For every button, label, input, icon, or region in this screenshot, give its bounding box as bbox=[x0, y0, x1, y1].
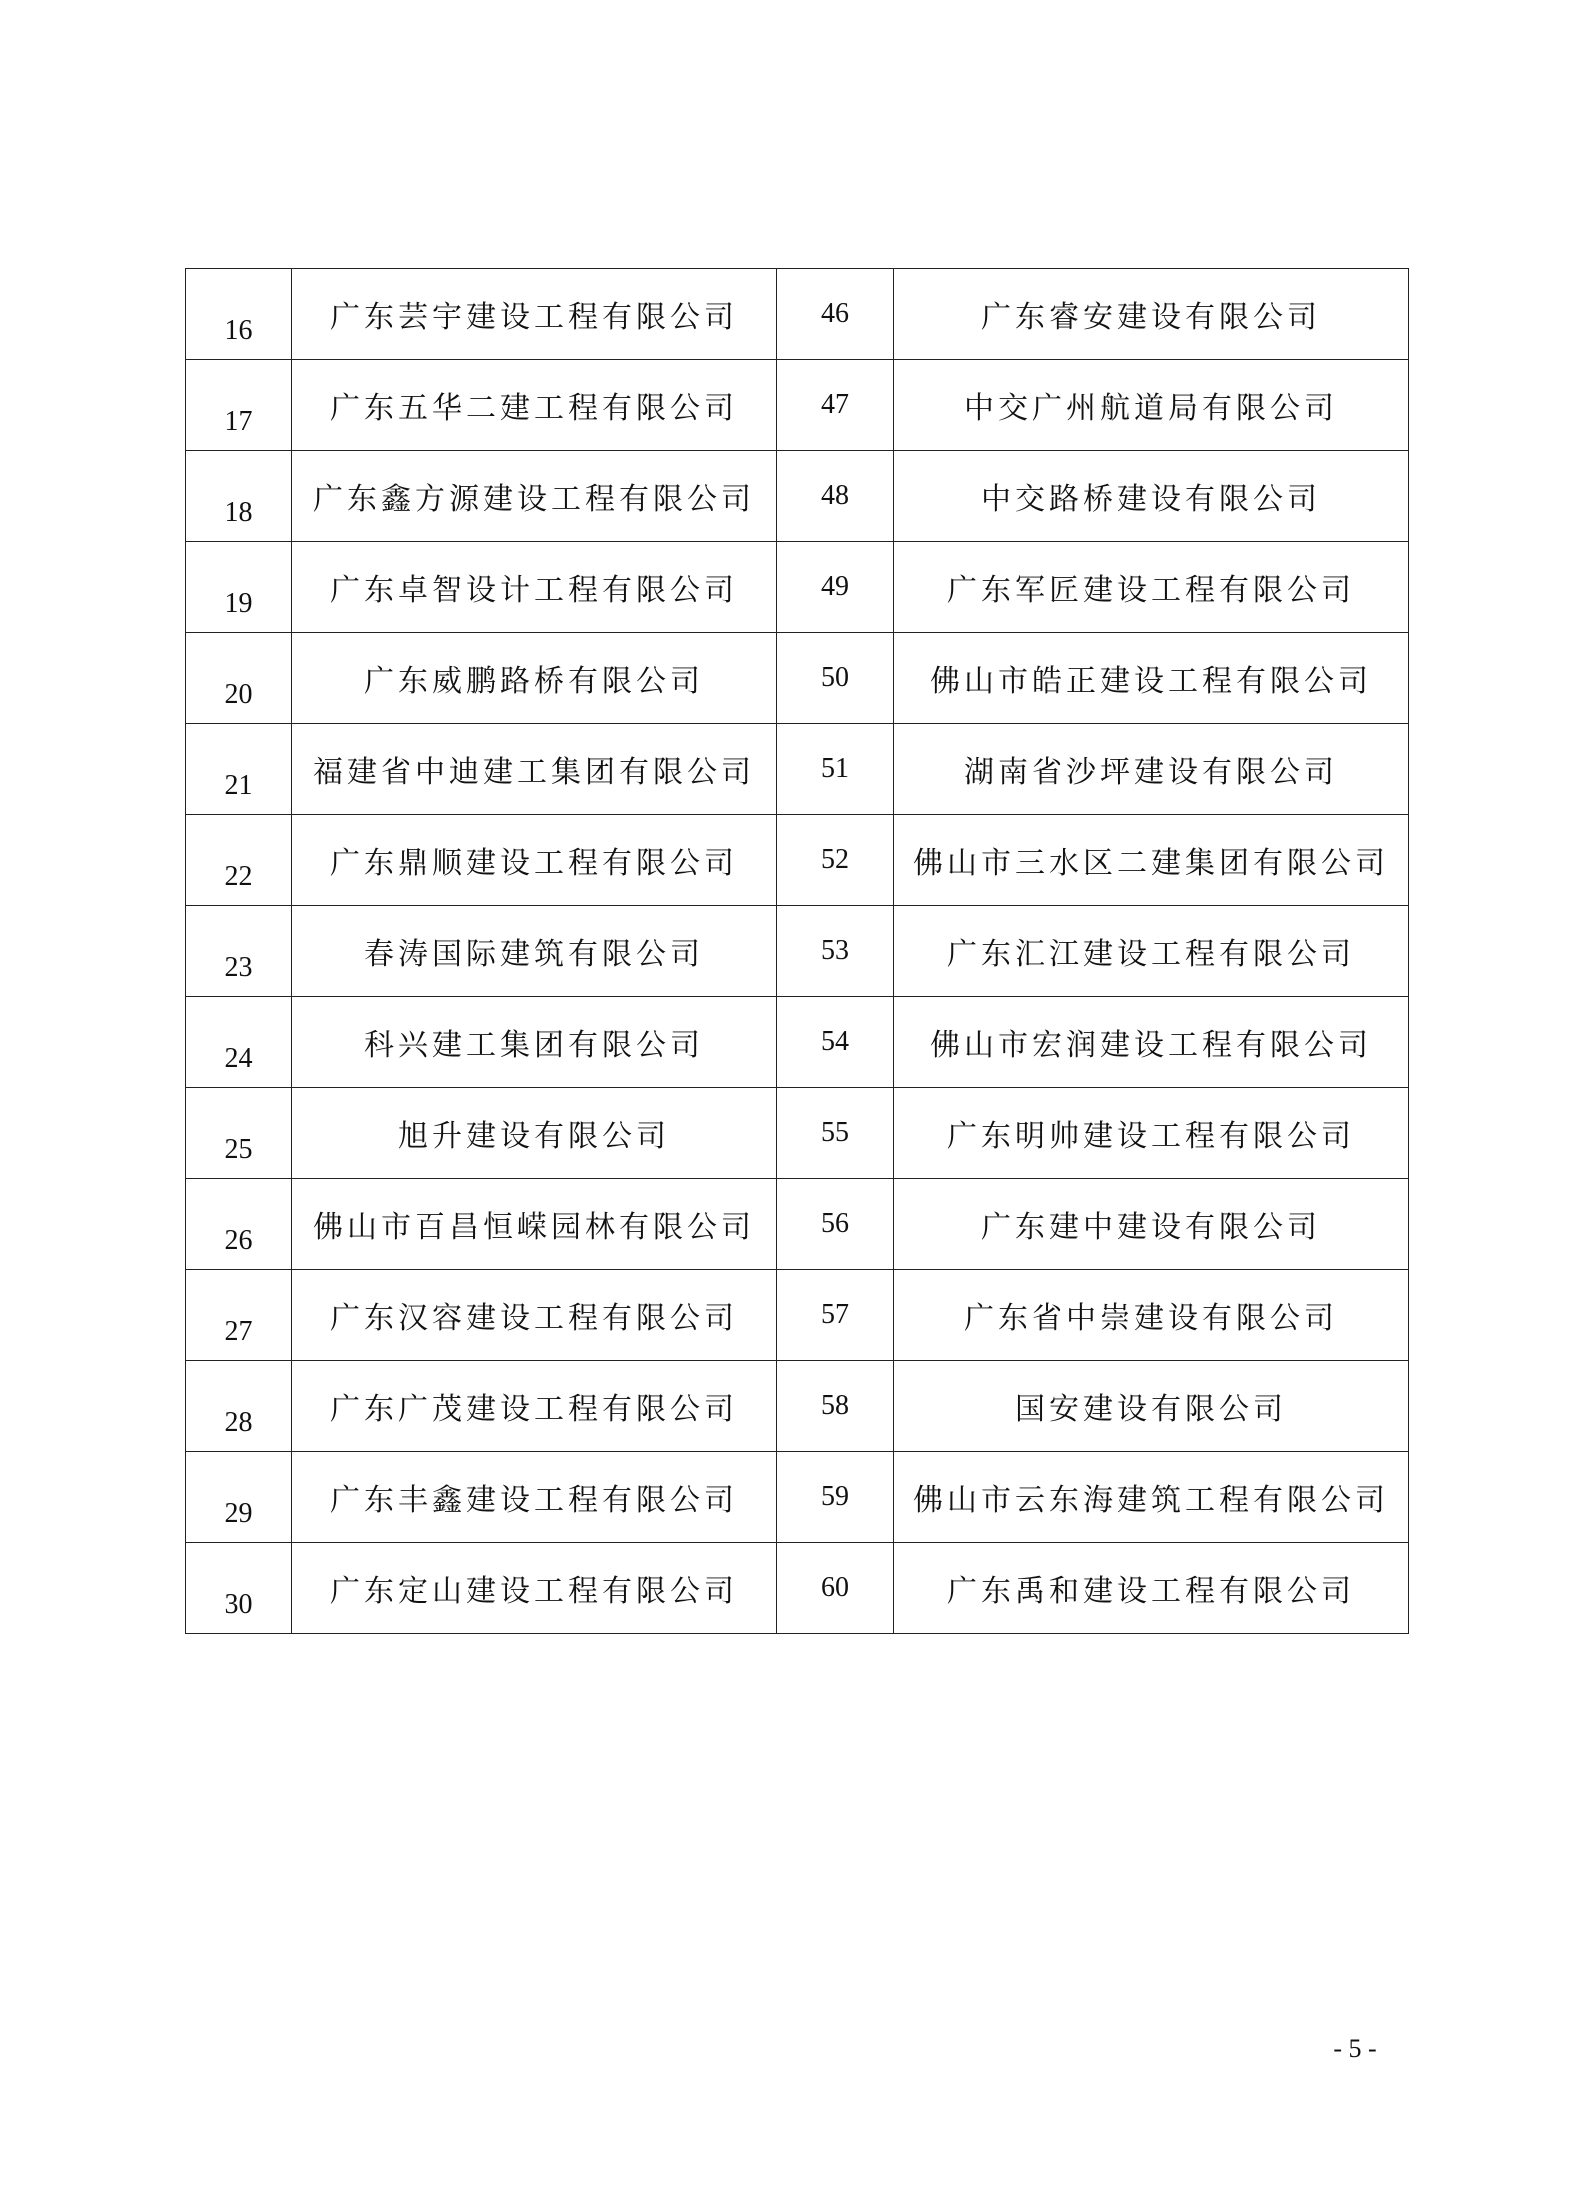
company-name-cell: 广东丰鑫建设工程有限公司 bbox=[292, 1452, 777, 1543]
table-row bbox=[186, 1270, 1409, 1361]
page-number: - 5 - bbox=[1333, 2034, 1377, 2063]
row-number-cell: 60 bbox=[777, 1543, 894, 1634]
row-number-cell: 59 bbox=[777, 1452, 894, 1543]
company-name-cell: 佛山市皓正建设工程有限公司 bbox=[894, 633, 1409, 724]
row-number-cell: 27 bbox=[186, 1270, 292, 1361]
company-name-cell: 广东汉容建设工程有限公司 bbox=[292, 1270, 777, 1361]
company-name-cell: 广东卓智设计工程有限公司 bbox=[292, 542, 777, 633]
company-name-cell: 广东定山建设工程有限公司 bbox=[292, 1543, 777, 1634]
company-list-table bbox=[185, 268, 1409, 1634]
row-number-cell: 19 bbox=[186, 542, 292, 633]
row-number-cell: 26 bbox=[186, 1179, 292, 1270]
table-row bbox=[186, 269, 1409, 360]
row-number-cell: 49 bbox=[777, 542, 894, 633]
table-row bbox=[186, 360, 1409, 451]
row-number-cell: 55 bbox=[777, 1088, 894, 1179]
company-name-cell: 广东鼎顺建设工程有限公司 bbox=[292, 815, 777, 906]
row-number-cell: 24 bbox=[186, 997, 292, 1088]
table-row bbox=[186, 906, 1409, 997]
company-name-cell: 佛山市云东海建筑工程有限公司 bbox=[894, 1452, 1409, 1543]
row-number-cell: 54 bbox=[777, 997, 894, 1088]
company-list-body bbox=[186, 269, 1409, 1634]
table-row bbox=[186, 1452, 1409, 1543]
table-row bbox=[186, 1088, 1409, 1179]
row-number-cell: 23 bbox=[186, 906, 292, 997]
table-row bbox=[186, 1361, 1409, 1452]
row-number-cell: 21 bbox=[186, 724, 292, 815]
company-name-cell: 佛山市百昌恒嵘园林有限公司 bbox=[292, 1179, 777, 1270]
table-row bbox=[186, 1543, 1409, 1634]
company-name-cell: 广东禹和建设工程有限公司 bbox=[894, 1543, 1409, 1634]
row-number-cell: 52 bbox=[777, 815, 894, 906]
row-number-cell: 56 bbox=[777, 1179, 894, 1270]
row-number-cell: 18 bbox=[186, 451, 292, 542]
table-row bbox=[186, 724, 1409, 815]
row-number-cell: 30 bbox=[186, 1543, 292, 1634]
row-number-cell: 25 bbox=[186, 1088, 292, 1179]
row-number-cell: 57 bbox=[777, 1270, 894, 1361]
company-name-cell: 中交广州航道局有限公司 bbox=[894, 360, 1409, 451]
table-row bbox=[186, 1179, 1409, 1270]
table-row bbox=[186, 633, 1409, 724]
table-row bbox=[186, 451, 1409, 542]
row-number-cell: 20 bbox=[186, 633, 292, 724]
table-row bbox=[186, 815, 1409, 906]
row-number-cell: 16 bbox=[186, 269, 292, 360]
company-name-cell: 广东威鹏路桥有限公司 bbox=[292, 633, 777, 724]
company-name-cell: 福建省中迪建工集团有限公司 bbox=[292, 724, 777, 815]
row-number-cell: 22 bbox=[186, 815, 292, 906]
company-name-cell: 广东睿安建设有限公司 bbox=[894, 269, 1409, 360]
table-row bbox=[186, 997, 1409, 1088]
company-name-cell: 广东五华二建工程有限公司 bbox=[292, 360, 777, 451]
company-name-cell: 广东省中崇建设有限公司 bbox=[894, 1270, 1409, 1361]
company-name-cell: 广东汇江建设工程有限公司 bbox=[894, 906, 1409, 997]
company-name-cell: 科兴建工集团有限公司 bbox=[292, 997, 777, 1088]
company-name-cell: 广东军匠建设工程有限公司 bbox=[894, 542, 1409, 633]
row-number-cell: 50 bbox=[777, 633, 894, 724]
company-name-cell: 广东明帅建设工程有限公司 bbox=[894, 1088, 1409, 1179]
company-name-cell: 湖南省沙坪建设有限公司 bbox=[894, 724, 1409, 815]
row-number-cell: 53 bbox=[777, 906, 894, 997]
company-name-cell: 广东芸宇建设工程有限公司 bbox=[292, 269, 777, 360]
table-row bbox=[186, 542, 1409, 633]
company-name-cell: 国安建设有限公司 bbox=[894, 1361, 1409, 1452]
company-name-cell: 广东广茂建设工程有限公司 bbox=[292, 1361, 777, 1452]
row-number-cell: 28 bbox=[186, 1361, 292, 1452]
company-name-cell: 佛山市三水区二建集团有限公司 bbox=[894, 815, 1409, 906]
row-number-cell: 48 bbox=[777, 451, 894, 542]
row-number-cell: 29 bbox=[186, 1452, 292, 1543]
company-name-cell: 旭升建设有限公司 bbox=[292, 1088, 777, 1179]
row-number-cell: 17 bbox=[186, 360, 292, 451]
company-name-cell: 广东建中建设有限公司 bbox=[894, 1179, 1409, 1270]
company-name-cell: 广东鑫方源建设工程有限公司 bbox=[292, 451, 777, 542]
row-number-cell: 47 bbox=[777, 360, 894, 451]
row-number-cell: 46 bbox=[777, 269, 894, 360]
company-name-cell: 春涛国际建筑有限公司 bbox=[292, 906, 777, 997]
company-name-cell: 中交路桥建设有限公司 bbox=[894, 451, 1409, 542]
company-name-cell: 佛山市宏润建设工程有限公司 bbox=[894, 997, 1409, 1088]
row-number-cell: 58 bbox=[777, 1361, 894, 1452]
row-number-cell: 51 bbox=[777, 724, 894, 815]
